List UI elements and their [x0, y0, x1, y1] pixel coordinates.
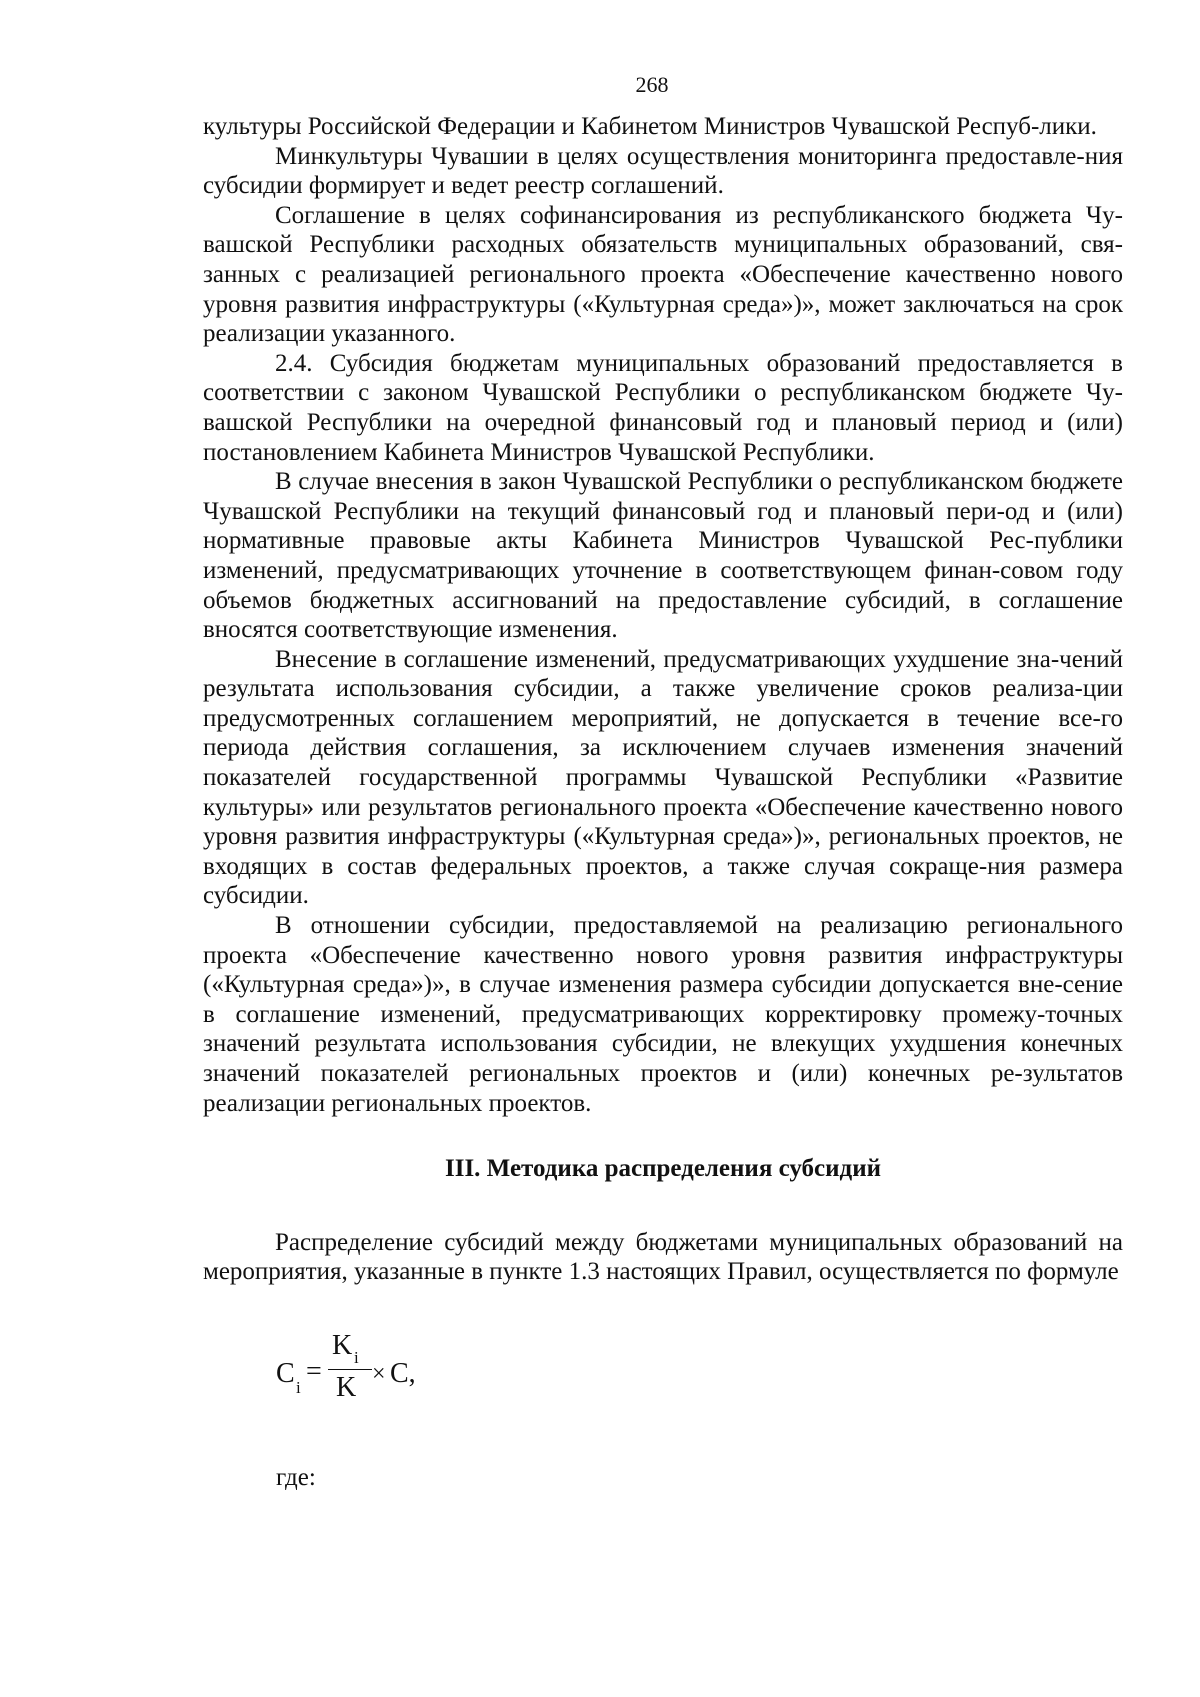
formula-numerator: K [332, 1329, 353, 1361]
formula-rhs: C, [390, 1357, 416, 1389]
paragraph: Соглашение в целях софинансирования из республиканского бюджета Чу-вашской Республики расходных обязательств муниципальных образований, свя-занных с реализацией регионального проекта «Обеспечение качественно нового уровня развития инфраструктуры («Культурная среда»)», может заключаться на срок реализации указанного. [203, 201, 1123, 348]
paragraph: Внесение в соглашение изменений, предусматривающих ухудшение зна-чений результата использования субсидии, а также увеличение сроков реализа-ции предусмотренных соглашением мероприятий, не допускается в течение все-го периода действия соглашения, за исключением случаев изменения значений показателей государственной программы Чувашской Республики «Развитие культуры» или результатов регионального проекта «Обеспечение качественно нового уровня развития инфраструктуры («Культурная среда»)», региональных проектов, не входящих в состав федеральных проектов, а также случая сокраще-ния размера субсидии. [203, 645, 1123, 910]
where-label: где: [276, 1463, 316, 1491]
paragraph: Минкультуры Чувашии в целях осуществления мониторинга предоставле-ния субсидии формирует и ведет реестр соглашений. [203, 142, 1123, 200]
formula-numerator-subscript: i [354, 1347, 359, 1367]
paragraph: В отношении субсидии, предоставляемой на реализацию регионального проекта «Обеспечение качественно нового уровня развития инфраструктуры («Культурная среда»)», в случае изменения размера субсидии допускается вне-сение в соглашение изменений, предусматривающих корректировку промежу-точных значений результата использования субсидии, не влекущих ухудшения конечных значений показателей региональных проектов и (или) конечных ре-зультатов реализации региональных проектов. [203, 912, 1123, 1117]
formula-times: × [372, 1360, 386, 1387]
paragraph: культуры Российской Федерации и Кабинетом Министров Чувашской Респуб-лики. [203, 113, 1097, 140]
distribution-formula [276, 1329, 1123, 1419]
formula-lhs: C [276, 1357, 295, 1389]
fraction-bar [328, 1369, 372, 1370]
formula-equals: = [306, 1355, 322, 1387]
paragraph: 2.4. Субсидия бюджетам муниципальных образований предоставляется в соответствии с законом Чувашской Республики о республиканском бюджете Чу-вашской Республики на очередной финансовый год и плановый период и (или) постановлением Кабинета Министров Чувашской Республики. [203, 349, 1123, 466]
page-number: 268 [635, 72, 669, 97]
paragraph: В случае внесения в закон Чувашской Республики о республиканском бюджете Чувашской Республики на текущий финансовый год и плановый пери-од и (или) нормативные правовые акты Кабинета Министров Чувашской Рес-публики изменений, предусматривающих уточнение в соответствующем финан-совом году объемов бюджетных ассигнований на предоставление субсидий, в соглашение вносятся соответствующие изменения. [203, 468, 1123, 644]
formula-denominator: K [336, 1371, 357, 1403]
document-body [203, 112, 1123, 1493]
methodology-paragraph: Распределение субсидий между бюджетами муниципальных образований на мероприятия, указанные в пункте 1.3 настоящих Правил, осуществляется по формуле [203, 1228, 1123, 1286]
formula-lhs-subscript: i [296, 1377, 301, 1397]
section-heading: III. Методика распределения субсидий [444, 1155, 882, 1183]
